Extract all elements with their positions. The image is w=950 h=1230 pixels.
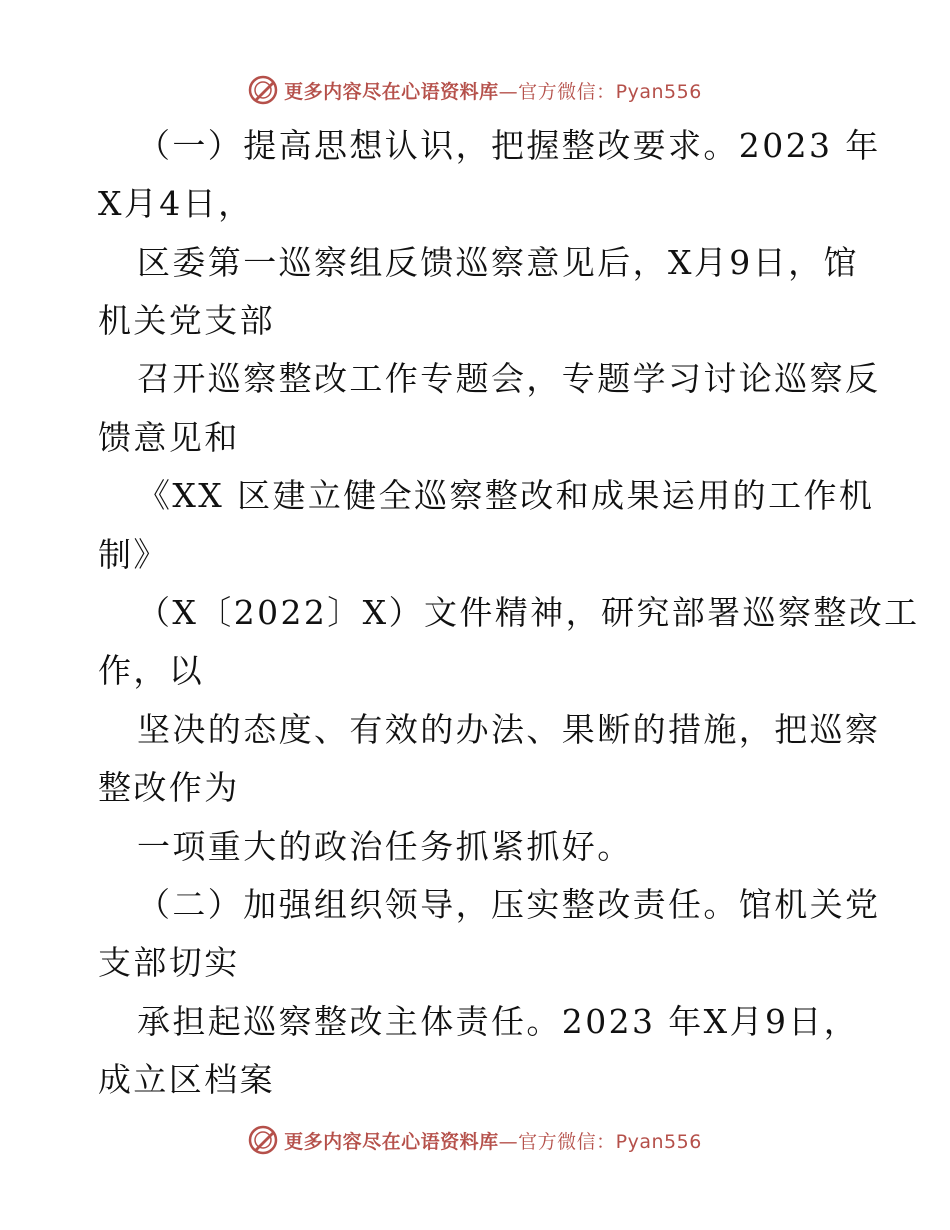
text-line: 区委第一巡察组反馈巡察意见后，X月9日，馆 [137, 243, 859, 282]
text-line: X月4日， [98, 184, 254, 223]
text-line: （二）加强组织领导，压实整改责任。馆机关党 [137, 885, 881, 924]
text-line: 馈意见和 [98, 418, 240, 457]
header-banner-text: 更多内容尽在心语资料库—官方微信：Pyan556 [284, 80, 702, 103]
text-line: （一）提高思想认识，把握整改要求。2023 年 [137, 126, 881, 165]
text-line: 坚决的态度、有效的办法、果断的措施，把巡察 [137, 710, 881, 749]
text-line: 《XX 区建立健全巡察整改和成果运用的工作机 [137, 476, 875, 515]
footer-banner [0, 1122, 950, 1158]
text-line: 作，以 [98, 651, 205, 690]
text-line: 支部切实 [98, 943, 240, 982]
text-line: 整改作为 [98, 768, 240, 807]
text-line: 召开巡察整改工作专题会，专题学习讨论巡察反 [137, 359, 881, 398]
footer-banner-text: 更多内容尽在心语资料库—官方微信：Pyan556 [284, 1130, 702, 1153]
text-line: 成立区档案 [98, 1060, 275, 1099]
pen-logo-icon [248, 1125, 278, 1155]
text-line: 机关党支部 [98, 301, 275, 340]
text-line: 一项重大的政治任务抓紧抓好。 [137, 827, 633, 866]
pen-logo-icon [248, 75, 278, 105]
text-line: 制》 [98, 535, 169, 574]
header-banner [0, 72, 950, 108]
text-line: （X〔2022〕X）文件精神，研究部署巡察整改工 [137, 593, 920, 632]
text-line: 承担起巡察整改主体责任。2023 年X月9日， [137, 1002, 860, 1041]
